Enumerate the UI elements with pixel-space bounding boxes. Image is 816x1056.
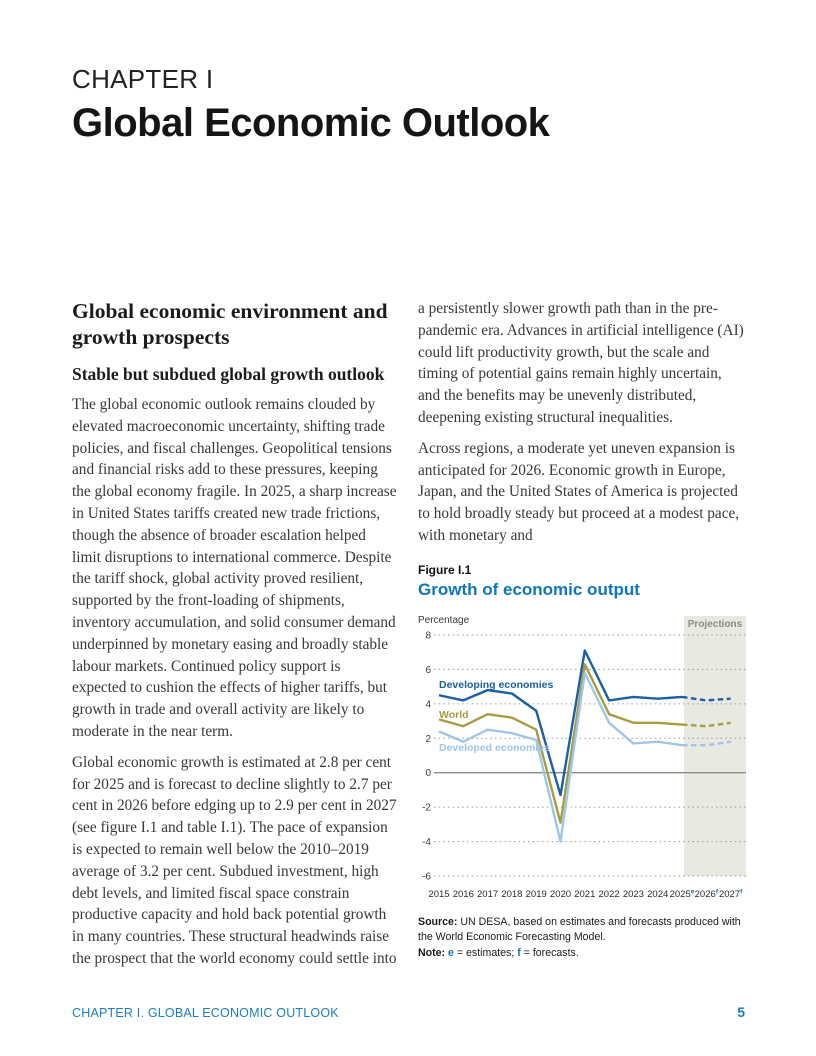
note-e-symbol: e — [448, 946, 454, 959]
line-chart — [418, 608, 744, 909]
page-header — [72, 64, 549, 146]
svg-text:2019: 2019 — [525, 888, 547, 900]
svg-text:4: 4 — [425, 699, 431, 711]
body-paragraph: a persistently slower growth path than in the pre-pandemic era. Advances in artificial intelligence (AI) could lift productivity growth, but the scale and timing of potential gains remain highly uncertain, and the benefits may be unevenly distributed, deepening existing structural inequalities. — [418, 300, 744, 426]
svg-text:2022: 2022 — [598, 888, 620, 900]
page-title: Global Economic Outlook — [72, 101, 550, 145]
svg-text:2018: 2018 — [501, 888, 523, 900]
projections-label: Projections — [687, 618, 743, 630]
y-axis-unit-label: Percentage — [418, 614, 470, 626]
svg-text:2027f: 2027$^f$ — [718, 888, 743, 900]
section-heading: Global economic environment and growth prospects — [72, 299, 388, 349]
footer-running-title: CHAPTER I. GLOBAL ECONOMIC OUTLOOK — [72, 1006, 339, 1020]
body-paragraph: Across regions, a moderate yet uneven expansion is anticipated for 2026. Economic growth in Europe, Japan, and the United States of America is projected to hold broadly steady but proceed at a modest pace, with monetary and — [418, 439, 740, 544]
svg-text:-4: -4 — [422, 836, 431, 848]
legend-label: World — [439, 708, 469, 721]
svg-text:2026f: 2026$^f$ — [694, 888, 718, 900]
body-paragraph: The global economic outlook remains clouded by elevated macroeconomic uncertainty, shifting trade policies, and fiscal challenges. Geopolitical tensions and financial risks add to these pressures, keeping the global economy fragile. In 2025, a sharp increase in United States tariffs created new trade frictions, though the absence of broader escalation helped limit disruptions to international commerce. Despite the tariff shock, global activity proved resilient, supported by the front-loading of shipments, inventory accumulation, and solid consumer demand underpinned by monetary easing and broadly stable labour markets. Continued policy support is expected to cushion the effects of higher tariffs, but growth in trade and overall activity are likely to moderate in the near term. — [72, 396, 397, 740]
svg-text:2024: 2024 — [647, 888, 669, 900]
right-column — [418, 298, 744, 970]
figure-title: Growth of economic output — [418, 579, 640, 599]
two-column-body — [72, 298, 745, 970]
source-text: UN DESA, based on estimates and forecasts produced with the World Economic Forecasting Model. — [418, 915, 741, 944]
svg-text:2017: 2017 — [477, 888, 499, 900]
figure-chart-svg — [418, 608, 746, 904]
svg-text:8: 8 — [425, 630, 431, 642]
note-e-text: = estimates; — [453, 946, 518, 959]
svg-text:2: 2 — [425, 733, 431, 745]
legend-label: Developing economies — [439, 678, 554, 691]
left-column — [72, 298, 398, 970]
svg-text:2015: 2015 — [428, 888, 450, 900]
body-paragraph: Global economic growth is estimated at 2.8 per cent for 2025 and is forecast to decline slightly to 2.7 per cent in 2026 before edging up to 2.9 per cent in 2027 (see figure I.1 and table I.1). The pace of expansion is expected to remain well below the 2010–2019 average of 3.2 per cent. Subdued investment, high debt levels, and limited fiscal space constrain productive capacity and hold back potential growth in many countries. These structural headwinds raise the prospect that the world economy could settle into — [72, 753, 397, 967]
note-label: Note: — [418, 946, 446, 959]
page-footer — [72, 1004, 745, 1020]
page-number: 5 — [737, 1004, 745, 1020]
svg-text:2025e: 2025e — [669, 888, 695, 900]
figure-number: Figure I.1 — [418, 562, 472, 577]
svg-text:0: 0 — [425, 767, 431, 779]
note-f-symbol: f — [517, 946, 521, 959]
source-label: Source: — [418, 915, 458, 928]
legend-label: Developed economies — [439, 741, 550, 754]
note-f-text: = forecasts. — [520, 946, 579, 959]
svg-text:2016: 2016 — [452, 888, 474, 900]
svg-text:2021: 2021 — [574, 888, 596, 900]
figure-block — [418, 563, 744, 962]
figure-source-note — [418, 915, 744, 962]
svg-text:2020: 2020 — [549, 888, 572, 900]
subsection-heading: Stable but subdued global growth outlook — [72, 364, 385, 384]
svg-text:-6: -6 — [422, 871, 431, 883]
svg-text:2023: 2023 — [622, 888, 644, 900]
svg-text:6: 6 — [425, 664, 431, 676]
chapter-label: CHAPTER I — [72, 64, 214, 94]
svg-text:-2: -2 — [422, 802, 431, 814]
